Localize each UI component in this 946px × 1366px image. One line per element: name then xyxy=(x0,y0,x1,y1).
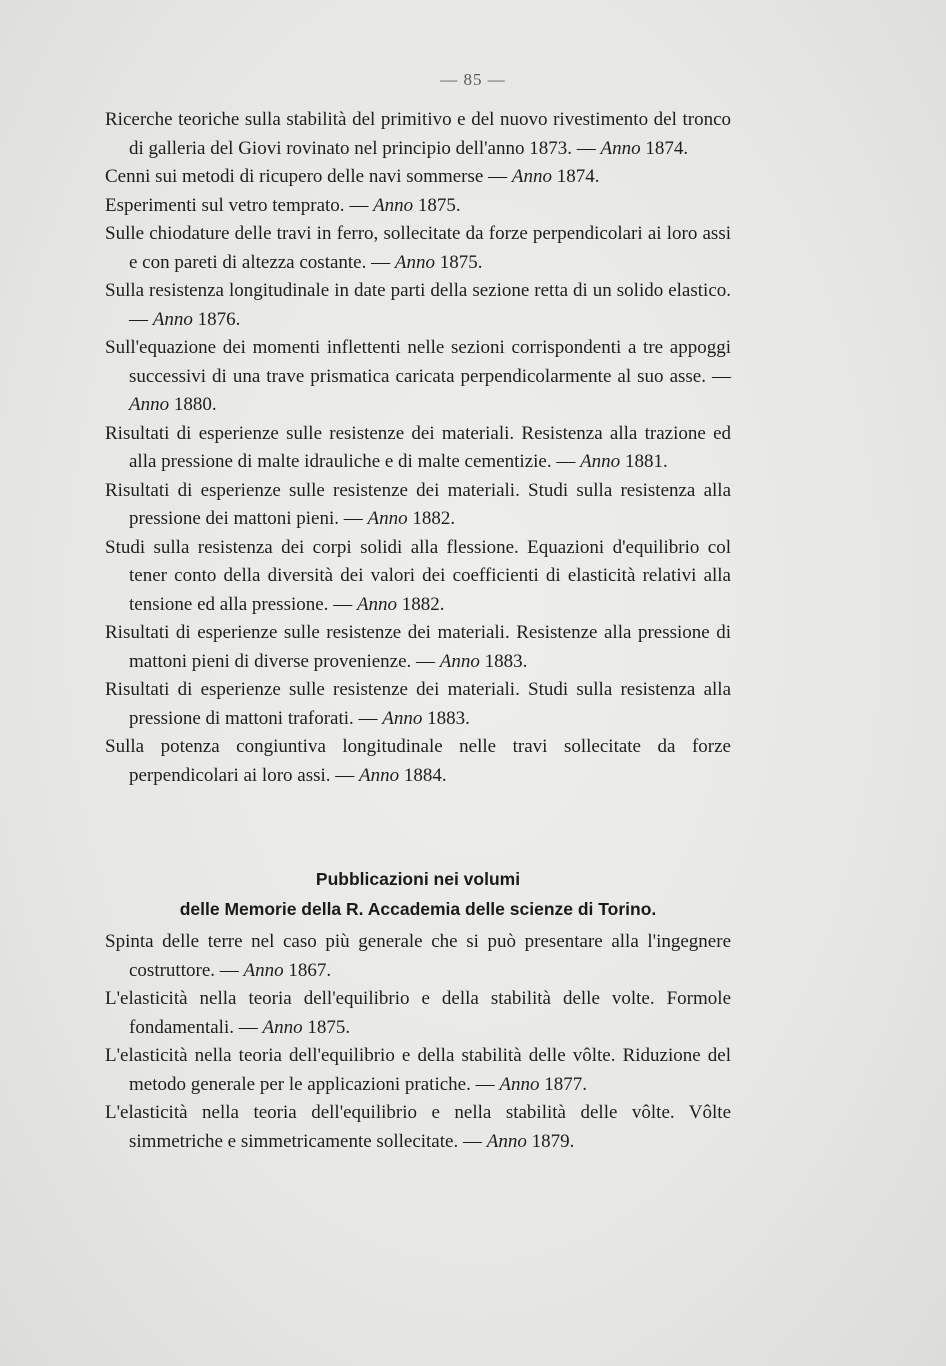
entry-title: Risultati di esperienze sulle resistenze dei materiali. Studi sulla resistenza alla pressione dei mattoni pieni. xyxy=(105,479,731,529)
entry-title: Sulle chiodature delle travi in ferro, sollecitate da forze perpendicolari ai loro assi e con pareti di altezza costante. xyxy=(105,223,731,273)
list-item: Spinta delle terre nel caso più generale che si può presentare alla l'ingegnere costruttore. — Anno 1867. xyxy=(105,931,731,981)
anno-label: Anno xyxy=(243,959,284,981)
entry-year: 1874. xyxy=(556,166,600,187)
list-item: Risultati di esperienze sulle resistenze dei materiali. Studi sulla resistenza alla pressione di mattoni traforati. — Anno 1883. xyxy=(105,679,731,729)
entry-year: 1884. xyxy=(403,764,447,786)
anno-label: Anno xyxy=(356,593,398,615)
entry-title: Ricerche teoriche sulla stabilità del primitivo e del nuovo rivestimento del tronco di galleria del Giovi rovinato nel principio dell'anno 1873. xyxy=(105,109,731,159)
list-item: Sulle chiodature delle travi in ferro, sollecitate da forze perpendicolari ai loro assi e con pareti di altezza costante. — Anno 1875. xyxy=(105,223,731,273)
anno-label: Anno xyxy=(580,451,621,472)
list-item: Sulla resistenza longitudinale in date parti della sezione retta di un solido elastico. — Anno 1876. xyxy=(105,280,731,330)
entry-year: 1882. xyxy=(412,508,456,529)
entry-title: Risultati di esperienze sulle resistenze dei materiali. Resistenza alla trazione ed alla pressione di malte idrauliche e di malte cementizie. xyxy=(105,422,731,472)
entry-year: 1875. xyxy=(417,194,461,216)
entry-title: Cenni sui metodi di ricupero delle navi sommerse xyxy=(105,166,484,187)
list-item: Cenni sui metodi di ricupero delle navi sommerse — Anno 1874. xyxy=(105,166,600,187)
anno-label: Anno xyxy=(129,394,170,415)
list-item: L'elasticità nella teoria dell'equilibrio e della stabilità delle vôlte. Riduzione del metodo generale per le applicazioni pratiche. — Anno 1877. xyxy=(105,1045,731,1095)
entry-year: 1876. xyxy=(197,308,241,330)
entry-year: 1882. xyxy=(401,593,445,615)
entry-title: Sulla resistenza longitudinale in date parti della sezione retta di un solido elastico. xyxy=(105,280,731,301)
entry-title: Sulla potenza congiuntiva longitudinale nelle travi sollecitate da forze perpendicolari ai loro assi. xyxy=(105,736,731,786)
section-heading xyxy=(105,864,731,924)
list-item: L'elasticità nella teoria dell'equilibrio e nella stabilità delle vôlte. Vôlte simmetriche e simmetricamente sollecitate. — Anno 1879. xyxy=(105,1102,731,1152)
entry-title: Risultati di esperienze sulle resistenze dei materiali. Studi sulla resistenza alla pressione di mattoni traforati. xyxy=(105,679,731,729)
entry-year: 1883. xyxy=(484,650,528,672)
entry-title: L'elasticità nella teoria dell'equilibrio e della stabilità delle volte. Formole fondamentali. xyxy=(105,988,731,1038)
anno-label: Anno xyxy=(511,166,552,187)
list-item: L'elasticità nella teoria dell'equilibrio e della stabilità delle volte. Formole fondamentali. — Anno 1875. xyxy=(105,988,731,1038)
entry-title: L'elasticità nella teoria dell'equilibrio e nella stabilità delle vôlte. Vôlte simmetriche e simmetricamente sollecitate. xyxy=(105,1102,731,1152)
anno-label: Anno xyxy=(499,1073,540,1095)
section-heading-line-2: delle Memorie della R. Accademia delle scienze di Torino. xyxy=(179,899,657,919)
list-item: Risultati di esperienze sulle resistenze dei materiali. Studi sulla resistenza alla pressione dei mattoni pieni. — Anno 1882. xyxy=(105,479,731,529)
entry-year: 1881. xyxy=(624,451,668,472)
list-item: Ricerche teoriche sulla stabilità del primitivo e del nuovo rivestimento del tronco di galleria del Giovi rovinato nel principio dell'anno 1873. — Anno 1874. xyxy=(105,109,731,159)
entry-title: Esperimenti sul vetro temprato. xyxy=(105,194,345,216)
list-item: Sull'equazione dei momenti inflettenti nelle sezioni corrispondenti a tre appoggi successivi di una trave prismatica caricata perpendicolarmente al suo asse. — Anno 1880. xyxy=(105,337,732,415)
academy-publication-list xyxy=(105,928,731,1156)
anno-label: Anno xyxy=(367,508,408,529)
page-number: — 85 — xyxy=(440,70,506,89)
entry-title: L'elasticità nella teoria dell'equilibrio e della stabilità delle vôlte. Riduzione del metodo generale per le applicazioni pratiche. xyxy=(105,1045,731,1095)
anno-label: Anno xyxy=(152,308,193,330)
list-item: Esperimenti sul vetro temprato. — Anno 1875. xyxy=(105,194,461,216)
entry-title: Studi sulla resistenza dei corpi solidi alla flessione. Equazioni d'equilibrio col tener conto della diversità dei valori dei coefficienti di elasticità relativi alla tensione ed alla pressione. xyxy=(105,536,731,615)
anno-label: Anno xyxy=(262,1016,303,1038)
entry-year: 1874. xyxy=(645,137,689,159)
list-item: Studi sulla resistenza dei corpi solidi alla flessione. Equazioni d'equilibrio col tener conto della diversità dei valori dei coefficienti di elasticità relativi alla tensione ed alla pressione. — Anno 1882. xyxy=(105,536,731,615)
section-heading-line-1: Pubblicazioni nei volumi xyxy=(315,869,521,889)
anno-label: Anno xyxy=(382,707,423,729)
anno-label: Anno xyxy=(373,194,414,216)
entry-title: Sull'equazione dei momenti inflettenti nelle sezioni corrispondenti a tre appoggi successivi di una trave prismatica caricata perpendicolarmente al suo asse. xyxy=(105,337,731,387)
entry-year: 1877. xyxy=(544,1073,587,1095)
anno-label: Anno xyxy=(394,251,435,273)
anno-label: Anno xyxy=(600,137,641,159)
entry-title: Risultati di esperienze sulle resistenze dei materiali. Resistenze alla pressione di mattoni pieni di diverse provenienze. xyxy=(105,622,731,672)
entry-title: Spinta delle terre nel caso più generale che si può presentare alla l'ingegnere costruttore. xyxy=(105,931,731,981)
anno-label: Anno xyxy=(486,1130,527,1152)
list-item: Risultati di esperienze sulle resistenze dei materiali. Resistenze alla pressione di mattoni pieni di diverse provenienze. — Anno 1883. xyxy=(105,622,731,672)
list-item: Risultati di esperienze sulle resistenze dei materiali. Resistenza alla trazione ed alla pressione di malte idrauliche e di malte cementizie. — Anno 1881. xyxy=(105,422,731,472)
entry-year: 1875. xyxy=(439,251,483,273)
anno-label: Anno xyxy=(359,764,400,786)
anno-label: Anno xyxy=(439,650,480,672)
list-item: Sulla potenza congiuntiva longitudinale nelle travi sollecitate da forze perpendicolari ai loro assi. — Anno 1884. xyxy=(105,736,731,786)
entry-year: 1880. xyxy=(173,394,217,415)
entry-year: 1867. xyxy=(288,959,332,981)
publication-list xyxy=(105,106,731,790)
entry-year: 1883. xyxy=(427,707,470,729)
entry-year: 1879. xyxy=(531,1130,575,1152)
entry-year: 1875. xyxy=(307,1016,351,1038)
